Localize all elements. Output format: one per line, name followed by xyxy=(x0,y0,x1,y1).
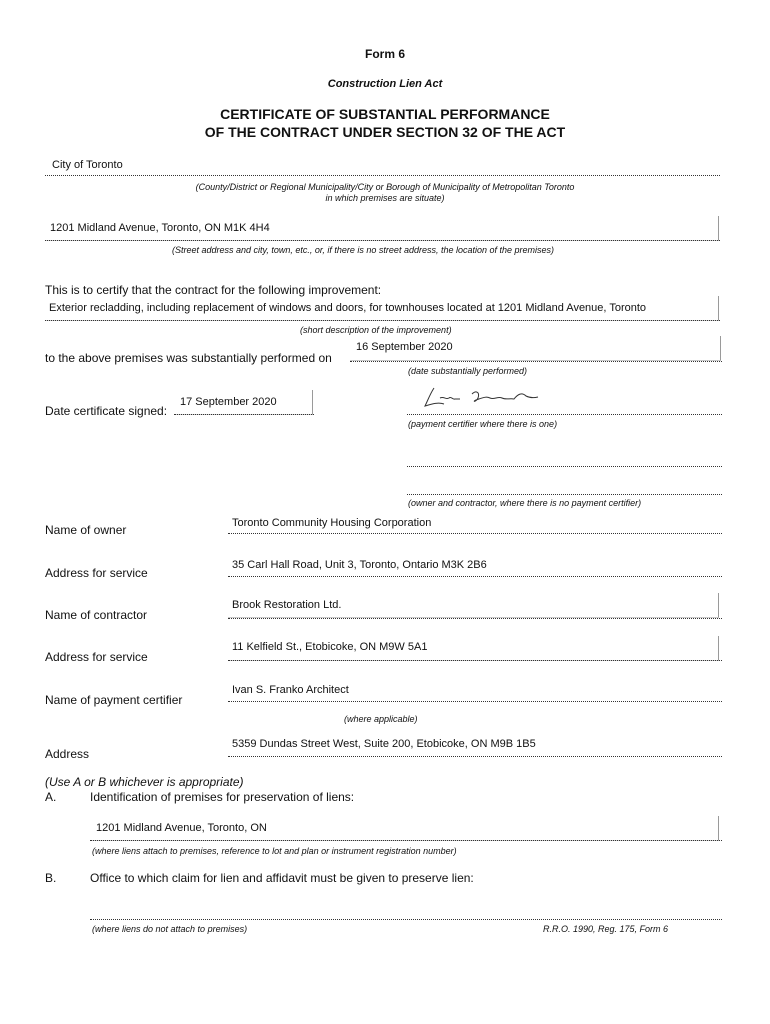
address-label: Address xyxy=(45,747,90,761)
title-line-2: OF THE CONTRACT UNDER SECTION 32 OF THE ACT xyxy=(204,124,566,140)
municipality-value[interactable]: City of Toronto xyxy=(52,159,123,171)
contractor-address-line xyxy=(228,660,722,661)
lien-b-line[interactable] xyxy=(90,919,722,920)
performed-date-line xyxy=(350,361,722,362)
certifier-applicable-caption: (where applicable) xyxy=(344,714,418,724)
owner-value[interactable]: Toronto Community Housing Corporation xyxy=(232,517,432,529)
lien-a-letter: A. xyxy=(45,790,57,804)
street-address-caption: (Street address and city, town, etc., or, if there is no street address, the location of the premises) xyxy=(172,245,555,255)
certifier-signature xyxy=(420,384,550,414)
performed-date-value: 16 September 2020 xyxy=(356,341,453,353)
lien-a-caption: (where liens attach to premises, reference to lot and plan or instrument registration number) xyxy=(92,846,457,856)
contractor-label: Name of contractor xyxy=(45,608,148,622)
certifier-line xyxy=(228,701,722,702)
improvement-value: Exterior recladding, including replacement of windows and doors, for townhouses located at 1201 Midland Avenue, Toronto xyxy=(49,302,647,314)
address-line xyxy=(228,756,722,757)
municipality-line xyxy=(45,175,720,176)
address-value[interactable]: 5359 Dundas Street West, Suite 200, Etobicoke, ON M9B 1B5 xyxy=(232,738,536,750)
owner-address-line xyxy=(228,576,722,577)
signed-label: Date certificate signed: xyxy=(45,404,168,418)
improvement-intro: This is to certify that the contract for the following improvement: xyxy=(45,283,382,297)
contractor-address-value: 11 Kelfield St., Etobicoke, ON M9W 5A1 xyxy=(232,641,428,653)
liens-instruction: (Use A or B whichever is appropriate) xyxy=(45,775,244,789)
regulation-reference: R.R.O. 1990, Reg. 175, Form 6 xyxy=(543,924,669,934)
owner-contractor-caption: (owner and contractor, where there is no payment certifier) xyxy=(408,498,642,508)
improvement-caption: (short description of the improvement) xyxy=(300,325,452,335)
municipality-caption-2: in which premises are situate) xyxy=(325,193,445,203)
owner-signature-line[interactable] xyxy=(407,466,722,467)
certifier-value[interactable]: Ivan S. Franko Architect xyxy=(232,684,349,696)
performed-label: to the above premises was substantially performed on xyxy=(45,351,332,365)
lien-a-line xyxy=(90,840,722,841)
improvement-line xyxy=(45,320,720,321)
lien-a-text: Identification of premises for preservation of liens: xyxy=(90,790,355,804)
signed-date-line xyxy=(174,414,314,415)
signed-date-value: 17 September 2020 xyxy=(180,396,277,408)
lien-b-caption: (where liens do not attach to premises) xyxy=(92,924,248,934)
act-name: Construction Lien Act xyxy=(327,78,443,90)
certifier-caption: (payment certifier where there is one) xyxy=(408,419,558,429)
municipality-caption-1: (County/District or Regional Municipality/City or Borough of Municipality of Metropolitan Toronto xyxy=(195,182,575,192)
owner-line xyxy=(228,533,722,534)
contractor-signature-line[interactable] xyxy=(407,494,722,495)
owner-label: Name of owner xyxy=(45,523,127,537)
owner-address-value[interactable]: 35 Carl Hall Road, Unit 3, Toronto, Ontario M3K 2B6 xyxy=(232,559,487,571)
contractor-address-label: Address for service xyxy=(45,650,148,664)
lien-a-value: 1201 Midland Avenue, Toronto, ON xyxy=(96,822,267,834)
lien-b-letter: B. xyxy=(45,871,57,885)
certifier-label: Name of payment certifier xyxy=(45,693,183,707)
street-address-line xyxy=(45,240,720,241)
performed-date-caption: (date substantially performed) xyxy=(408,366,528,376)
title-line-1: CERTIFICATE OF SUBSTANTIAL PERFORMANCE xyxy=(220,106,550,122)
form-number: Form 6 xyxy=(364,47,405,61)
street-address-value: 1201 Midland Avenue, Toronto, ON M1K 4H4 xyxy=(50,222,270,234)
owner-address-label: Address for service xyxy=(45,566,148,580)
certifier-signature-line xyxy=(407,414,722,415)
lien-b-text: Office to which claim for lien and affidavit must be given to preserve lien: xyxy=(90,871,474,885)
contractor-value: Brook Restoration Ltd. xyxy=(232,599,342,611)
contractor-line xyxy=(228,618,722,619)
